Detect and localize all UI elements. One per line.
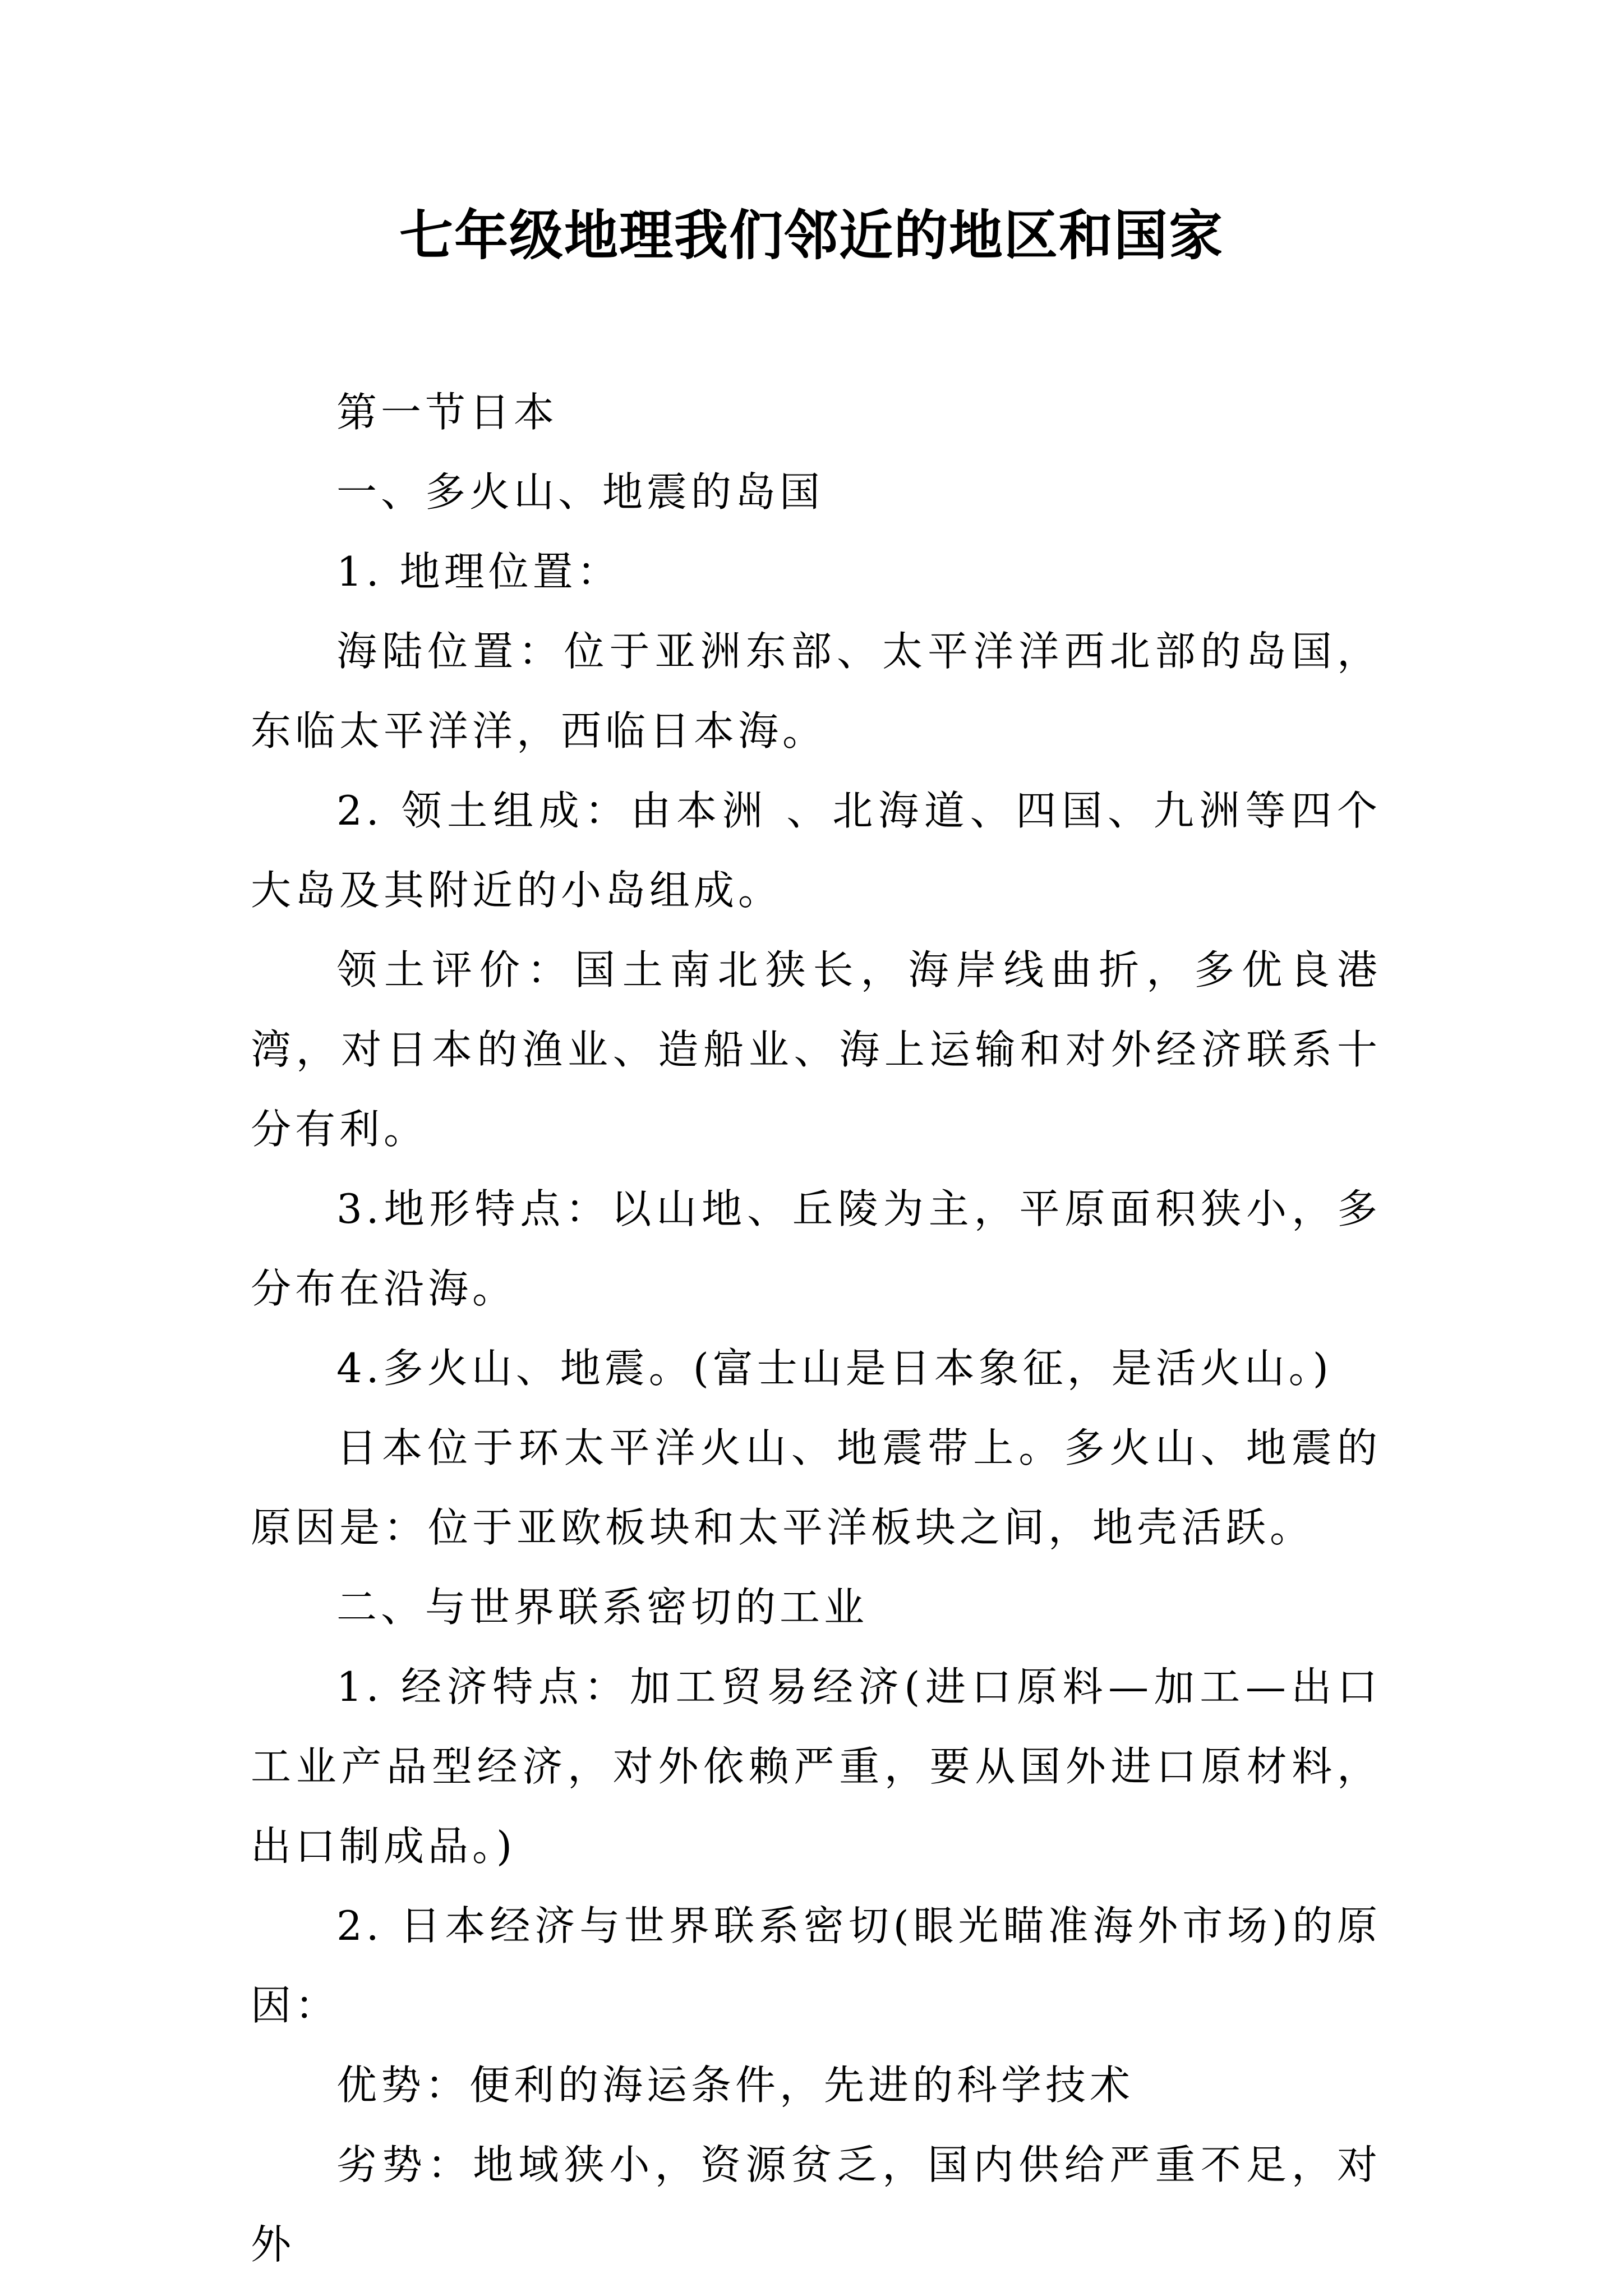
item-economic-features: 1. 经济特点：加工贸易经济(进口原料—加工—出口工业产品型经济，对外依赖严重，要从国外进口原材料，出口制成品。): [251, 1663, 1381, 1870]
paragraph-advantages: 优势：便利的海运条件，先进的科学技术: [336, 2062, 1135, 2109]
item-terrain-features: 3.地形特点：以山地、丘陵为主，平原面积狭小，多分布在沿海。: [251, 1185, 1381, 1312]
section-heading-japan: 第一节日本: [336, 389, 559, 436]
item-economic-reasons: 2. 日本经济与世界联系密切(眼光瞄准海外市场)的原因：: [251, 1902, 1381, 2029]
subsection-heading-industry: 二、与世界联系密切的工业: [336, 1584, 869, 1631]
item-volcanoes-earthquakes: 4.多火山、地震。(富士山是日本象征，是活火山。): [336, 1345, 1332, 1392]
document-body: [251, 372, 1381, 2284]
item-territory-composition: 2. 领土组成：由本洲 、北海道、四国、九洲等四个大岛及其附近的小岛组成。: [251, 787, 1381, 914]
item-geographic-location: 1. 地理位置：: [336, 548, 621, 595]
paragraph-sea-land-location: 海陆位置：位于亚洲东部、太平洋洋西北部的岛国，东临太平洋洋，西临日本海。: [251, 628, 1381, 754]
subsection-heading-volcano-island: 一、多火山、地震的岛国: [336, 468, 824, 516]
paragraph-territory-evaluation: 领土评价：国土南北狭长，海岸线曲折，多优良港湾，对日本的渔业、造船业、海上运输和对外经济联系十分有利。: [251, 946, 1381, 1153]
document-title: 七年级地理我们邻近的地区和国家: [399, 204, 1224, 267]
paragraph-volcano-cause: 日本位于环太平洋火山、地震带上。多火山、地震的原因是：位于亚欧板块和太平洋板块之间，地壳活跃。: [251, 1424, 1381, 1551]
paragraph-disadvantages: 劣势：地域狭小，资源贫乏，国内供给严重不足，对外: [251, 2141, 1381, 2268]
